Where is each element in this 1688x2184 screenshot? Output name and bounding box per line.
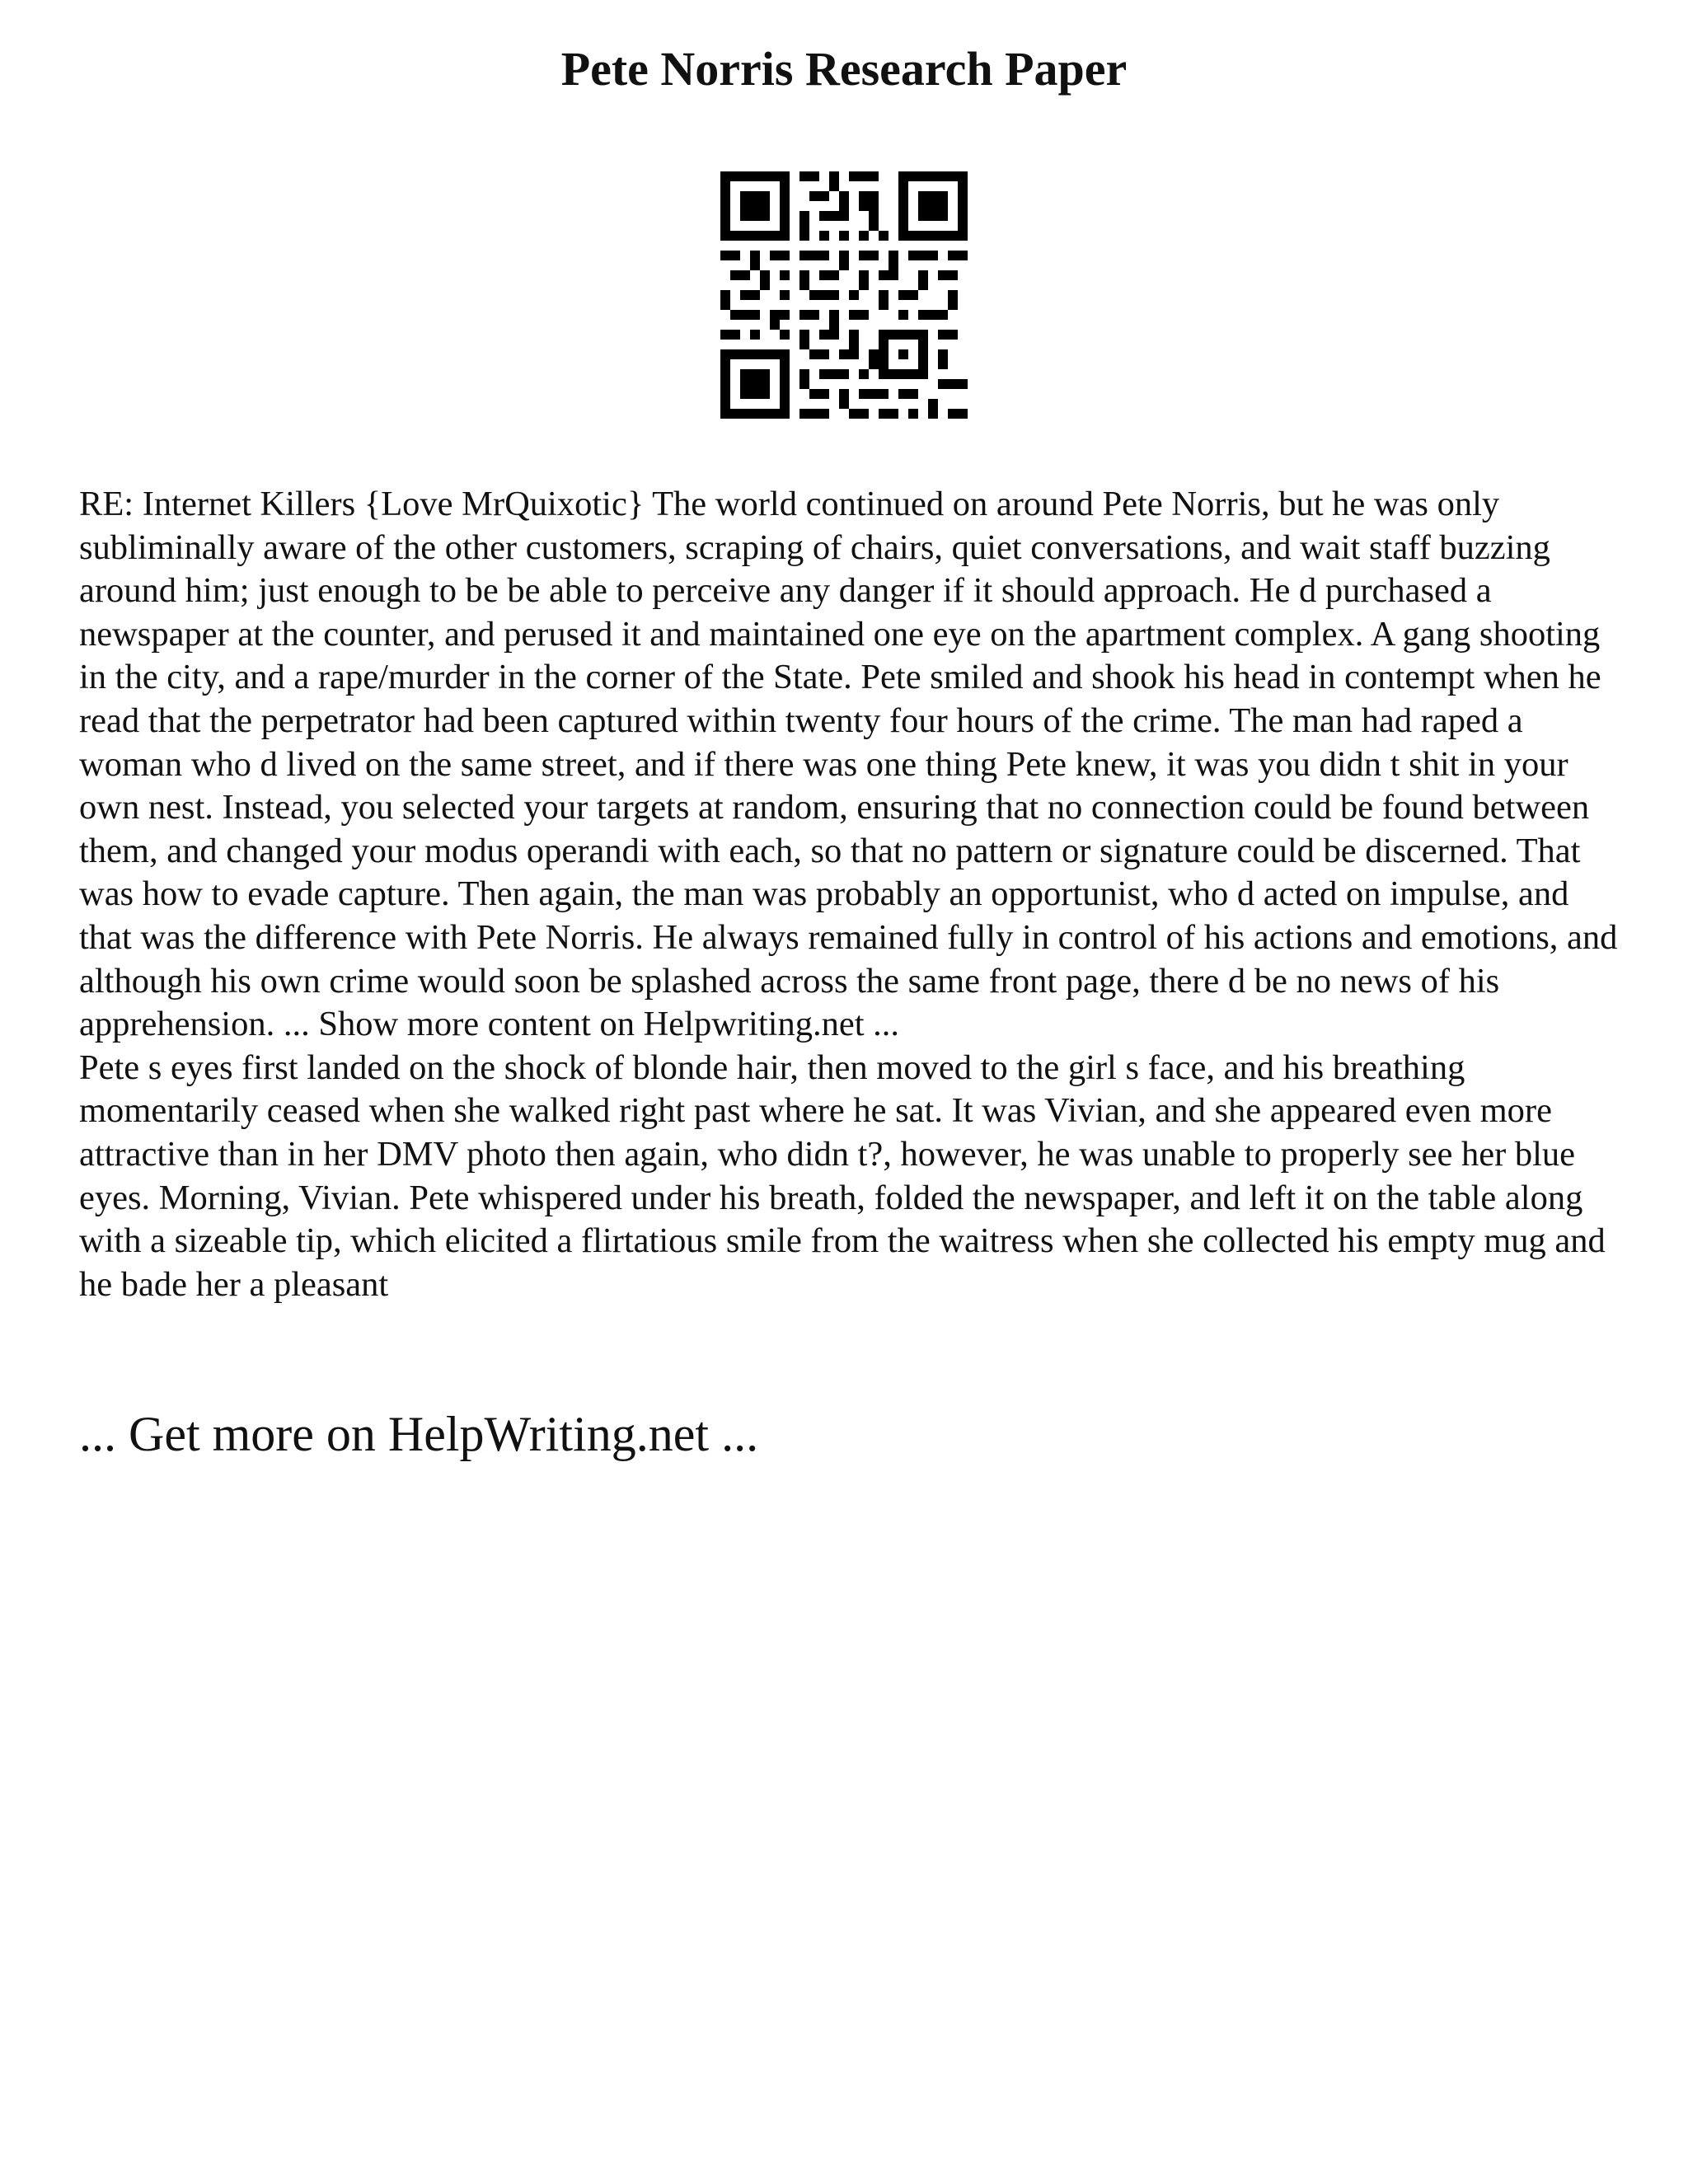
paragraph: Pete s eyes first landed on the shock of blonde hair, then moved to the girl s face, and his breathing momentarily ceased when she walked right past where he sat. It was Vivian, and she appeared even more attractive than in her DMV photo then again, who didn t?, however, he was unable to properly see her blue eyes. Morning, Vivian. Pete whispered under his breath, folded the newspaper, and left it on the table along with a sizeable tip, which elicited a flirtatious smile from the waitress when she collected his empty mug and he bade her a pleasant (79, 1047, 1606, 1304)
get-more-link[interactable]: ... Get more on HelpWriting.net ... (79, 1407, 759, 1461)
page-title: Pete Norris Research Paper (560, 42, 1128, 96)
paragraph: RE: Internet Killers {Love MrQuixotic} The world continued on around Pete Norris, but he was only subliminally aware of the other customers, scraping of chairs, quiet conversations, and wait staff buzzing around him; just enough to be be able to perceive any danger if it should approach. He d purchased a newspaper at the counter, and perused it and maintained one eye on the apartment complex. A gang shooting in the city, and a rape/murder in the corner of the State. Pete smiled and shook his head in contempt when he read that the perpetrator had been captured within twenty four hours of the crime. The man had raped a woman who d lived on the same street, and if there was one thing Pete knew, it was you didn t shit in your own nest. Instead, you selected your targets at random, ensuring that no connection could be found between them, and changed your modus operandi with each, so that no pattern or signature could be discerned. That was how to evade capture. Then again, the man was probably an opportunist, who d acted on impulse, and that was the difference with Pete Norris. He always remained fully in control of his actions and emotions, and although his own crime would soon be splashed across the same front page, there d be no news of his apprehension. ... Show more content on Helpwriting.net ... (79, 485, 1618, 1044)
body-text (79, 483, 1620, 1306)
qr-code-icon (720, 171, 968, 419)
